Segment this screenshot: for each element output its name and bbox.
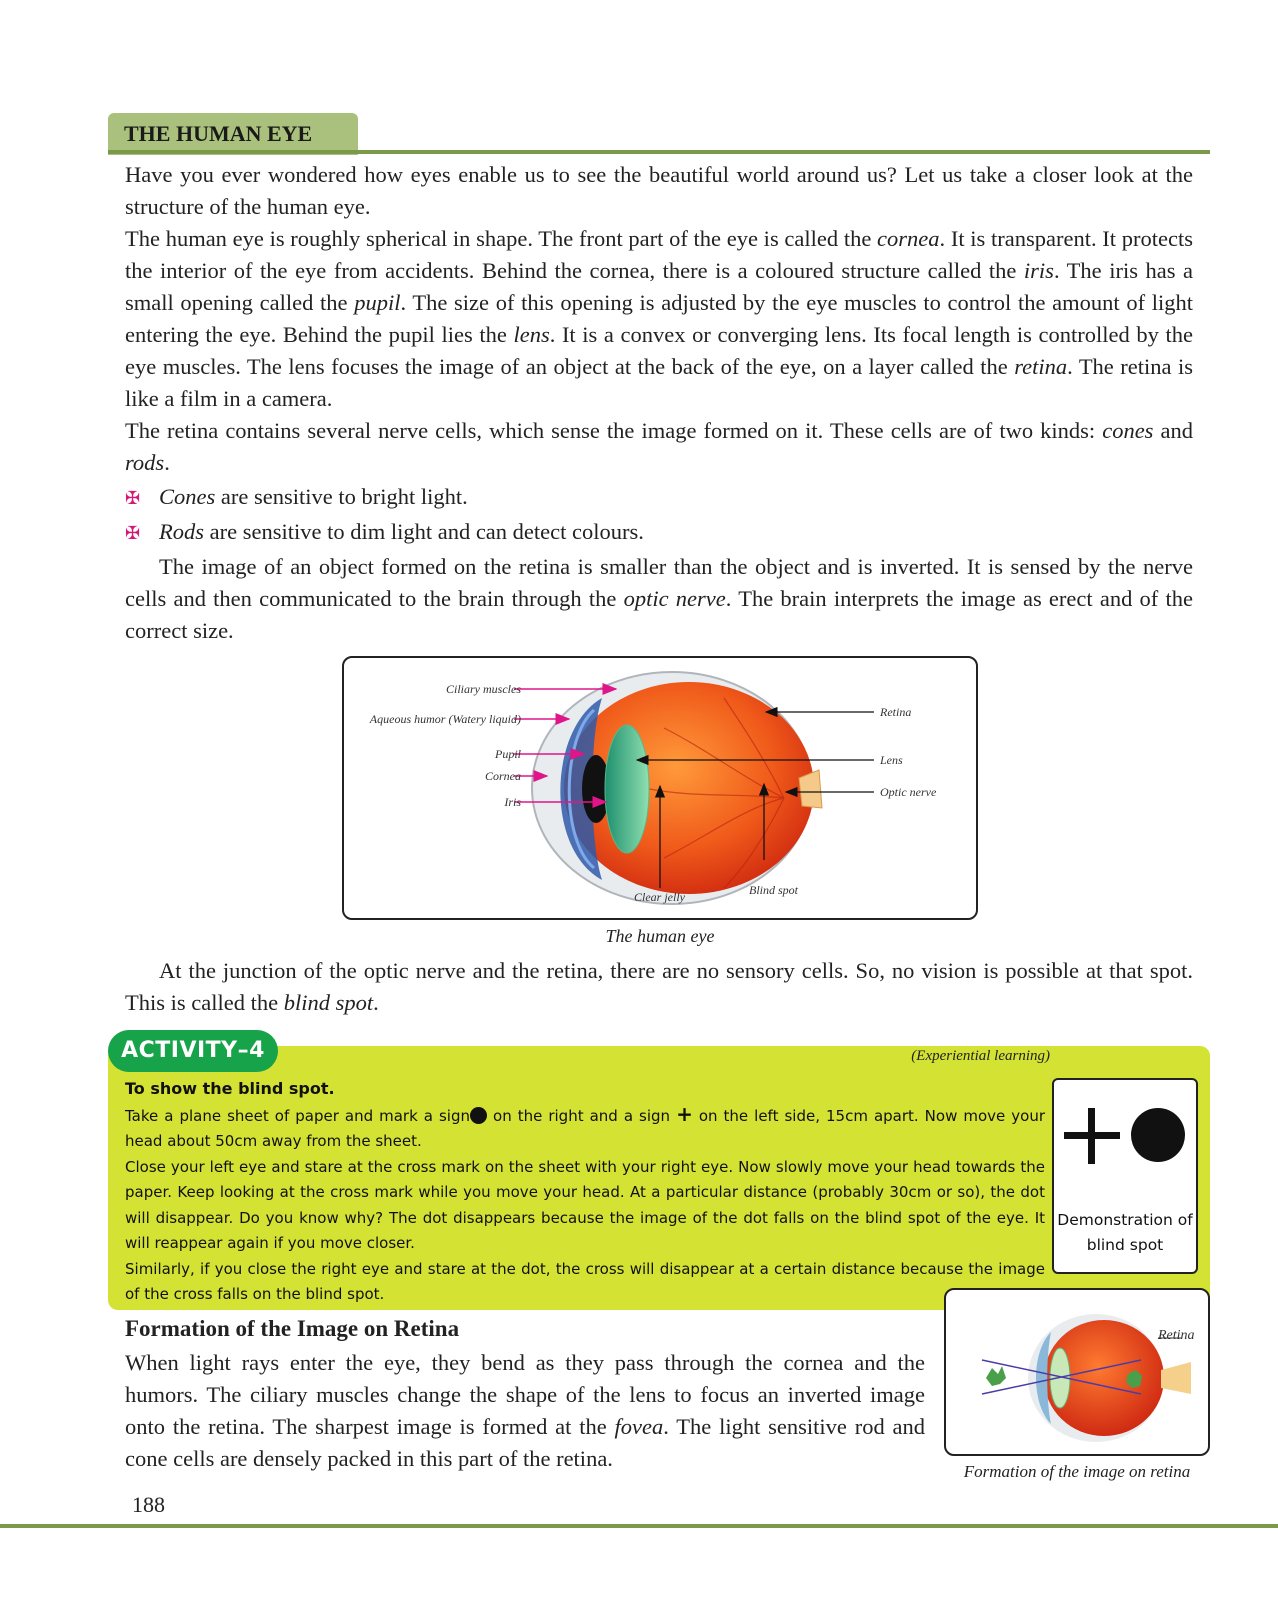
term-retina: retina (1014, 354, 1068, 379)
retina-figure (946, 1290, 1208, 1454)
cross-bullet-icon: ✠ (125, 523, 141, 543)
text-run: . The size of this opening is adjusted by the eye muscles to control the amount of light entering the eye. Behind the pupil lies the (125, 290, 1194, 347)
eye-diagram-frame (342, 656, 978, 920)
text-run: . The iris has a small opening called the (125, 258, 1193, 315)
retina-fig-optic-nerve (1161, 1362, 1191, 1394)
activity-line-3: Similarly, if you close the right eye and stare at the dot, the cross will disappear at a certain distance because the image of the cross falls on the blind spot. (125, 1259, 1045, 1303)
term-fovea: fovea (614, 1414, 664, 1439)
bullet-text (159, 481, 468, 513)
text-run: The human eye is roughly spherical in shape. The front part of the eye is called the (125, 226, 878, 251)
formation-paragraph (125, 1347, 925, 1475)
footer-rule (0, 1524, 1278, 1528)
term-lens: lens (513, 322, 550, 347)
label-optic-nerve: Optic nerve (880, 785, 937, 799)
term-optic-nerve: optic nerve (623, 586, 726, 611)
label-retina: Retina (880, 705, 912, 719)
text-run: Take a plane sheet of paper and mark a sign (125, 1106, 470, 1125)
blind-spot-paragraph (125, 955, 1193, 1019)
label-ciliary-muscles: Ciliary muscles (446, 682, 521, 696)
section-title (108, 113, 358, 155)
cross-icon-bar (1064, 1132, 1120, 1139)
text-run: The retina contains several nerve cells, which sense the image formed on it. These cells are of two kinds: (125, 418, 1103, 443)
eye-figure-caption: The human eye (605, 926, 715, 946)
bullet-cones (125, 481, 1193, 514)
intro-paragraph-3 (125, 415, 1193, 479)
bullet-rods (125, 516, 1193, 549)
text-run: . It is transparent. It protects the interior of the eye from accidents. Behind the cornea, there is a coloured structure called the (125, 226, 1193, 283)
intro-paragraph-4 (125, 551, 1193, 647)
section-title-text: THE HUMAN EYE (124, 121, 313, 146)
text-run: are sensitive to bright light. (215, 484, 468, 509)
activity-tag: (Experiential learning) (911, 1048, 1050, 1064)
term-cones: cones (1102, 418, 1154, 443)
blind-spot-demo-card (1052, 1078, 1198, 1274)
term-iris: iris (1023, 258, 1054, 283)
page-number: 188 (132, 1492, 165, 1517)
text-run: The image of an object formed on the retina is smaller than the object and is inverted. It is sensed by the nerve cells and then communicated to the brain through the (125, 554, 1193, 611)
text-run: and (1153, 418, 1193, 443)
demo-caption-line: blind spot (1086, 1236, 1164, 1254)
activity-text (125, 1076, 1045, 1308)
text-run: . The light sensitive rod and cone cells are densely packed in this part of the retina. (125, 1414, 925, 1471)
text-run: When light rays enter the eye, they bend as they pass through the cornea and the humors. The ciliary muscles change the shape of the lens to focus an inverted image onto the retina. The sharpest image is formed at the (125, 1350, 925, 1439)
lens-shape (605, 725, 649, 853)
demo-graphic (1054, 1080, 1196, 1200)
label-clear-jelly: Clear jelly (634, 890, 685, 904)
intro-paragraph-1: Have you ever wondered how eyes enable us to see the beautiful world around us? Let us take a closer look at the structure of the human eye. (125, 162, 1193, 219)
activity-line-2: Close your left eye and stare at the cross mark on the sheet with your right eye. Now slowly move your head towards the paper. Keep looking at the cross mark while you move your head. At a particular distance (probably 30cm or so), the dot will disappear. Do you know why? The dot disappears because the image of the dot falls on the blind spot of the eye. It will reappear again if you move closer. (125, 1157, 1045, 1252)
text-run: . (164, 450, 170, 475)
demo-caption (1054, 1208, 1196, 1258)
retina-figure-caption: Formation of the image on retina (963, 1462, 1191, 1481)
label-aqueous-humor: Aqueous humor (Watery liquid) (369, 712, 521, 726)
bullet-text (159, 516, 644, 548)
plus-sign-icon: + (676, 1101, 693, 1126)
section-rule (108, 150, 1210, 154)
text-run: At the junction of the optic nerve and the retina, there are no sensory cells. So, no vision is possible at that spot. This is called the (125, 958, 1193, 1015)
text-run: . It is a convex or converging lens. Its focal length is controlled by the eye muscles. The lens focuses the image of an object at the back of the eye, on a layer called the (125, 322, 1193, 379)
term-blind-spot: blind spot (283, 990, 374, 1015)
formation-title: Formation of the Image on Retina (125, 1316, 460, 1341)
label-blind-spot: Blind spot (749, 883, 799, 897)
text-run: on the left side, 15cm apart. Now move your head about 50cm away from the sheet. (125, 1106, 1045, 1150)
label-iris: Iris (504, 795, 521, 809)
formation-text (125, 1347, 925, 1475)
text-run: . The brain interprets the image as erect and of the correct size. (125, 586, 1194, 643)
term: Cones (159, 484, 216, 509)
label-pupil: Pupil (495, 747, 521, 761)
term-rods: rods (125, 450, 165, 475)
text-run: . The retina is like a film in a camera. (125, 354, 1193, 411)
dot-icon (1131, 1108, 1185, 1162)
dot-sign-icon (470, 1107, 487, 1124)
term-cornea: cornea (877, 226, 940, 251)
intro-paragraph-2 (125, 223, 1193, 415)
object-leaf-icon (986, 1366, 1006, 1386)
text-run: are sensitive to dim light and can detect colours. (204, 519, 644, 544)
activity-line-1 (125, 1102, 1045, 1155)
text-run: on the right and a sign (487, 1106, 677, 1125)
retina-figure-frame (944, 1288, 1210, 1456)
label-cornea: Cornea (485, 769, 521, 783)
activity-title: To show the blind spot. (125, 1079, 335, 1098)
blind-spot-text (125, 955, 1193, 1019)
intro-text (125, 159, 1193, 647)
activity-tab: ACTIVITY–4 (108, 1030, 278, 1072)
cross-bullet-icon: ✠ (125, 488, 141, 508)
term-pupil: pupil (354, 290, 401, 315)
demo-caption-line: Demonstration of (1057, 1211, 1193, 1229)
retina-fig-label: Retina (1158, 1328, 1195, 1343)
label-lens: Lens (880, 753, 903, 767)
term: Rods (159, 519, 204, 544)
text-run: . (373, 990, 379, 1015)
